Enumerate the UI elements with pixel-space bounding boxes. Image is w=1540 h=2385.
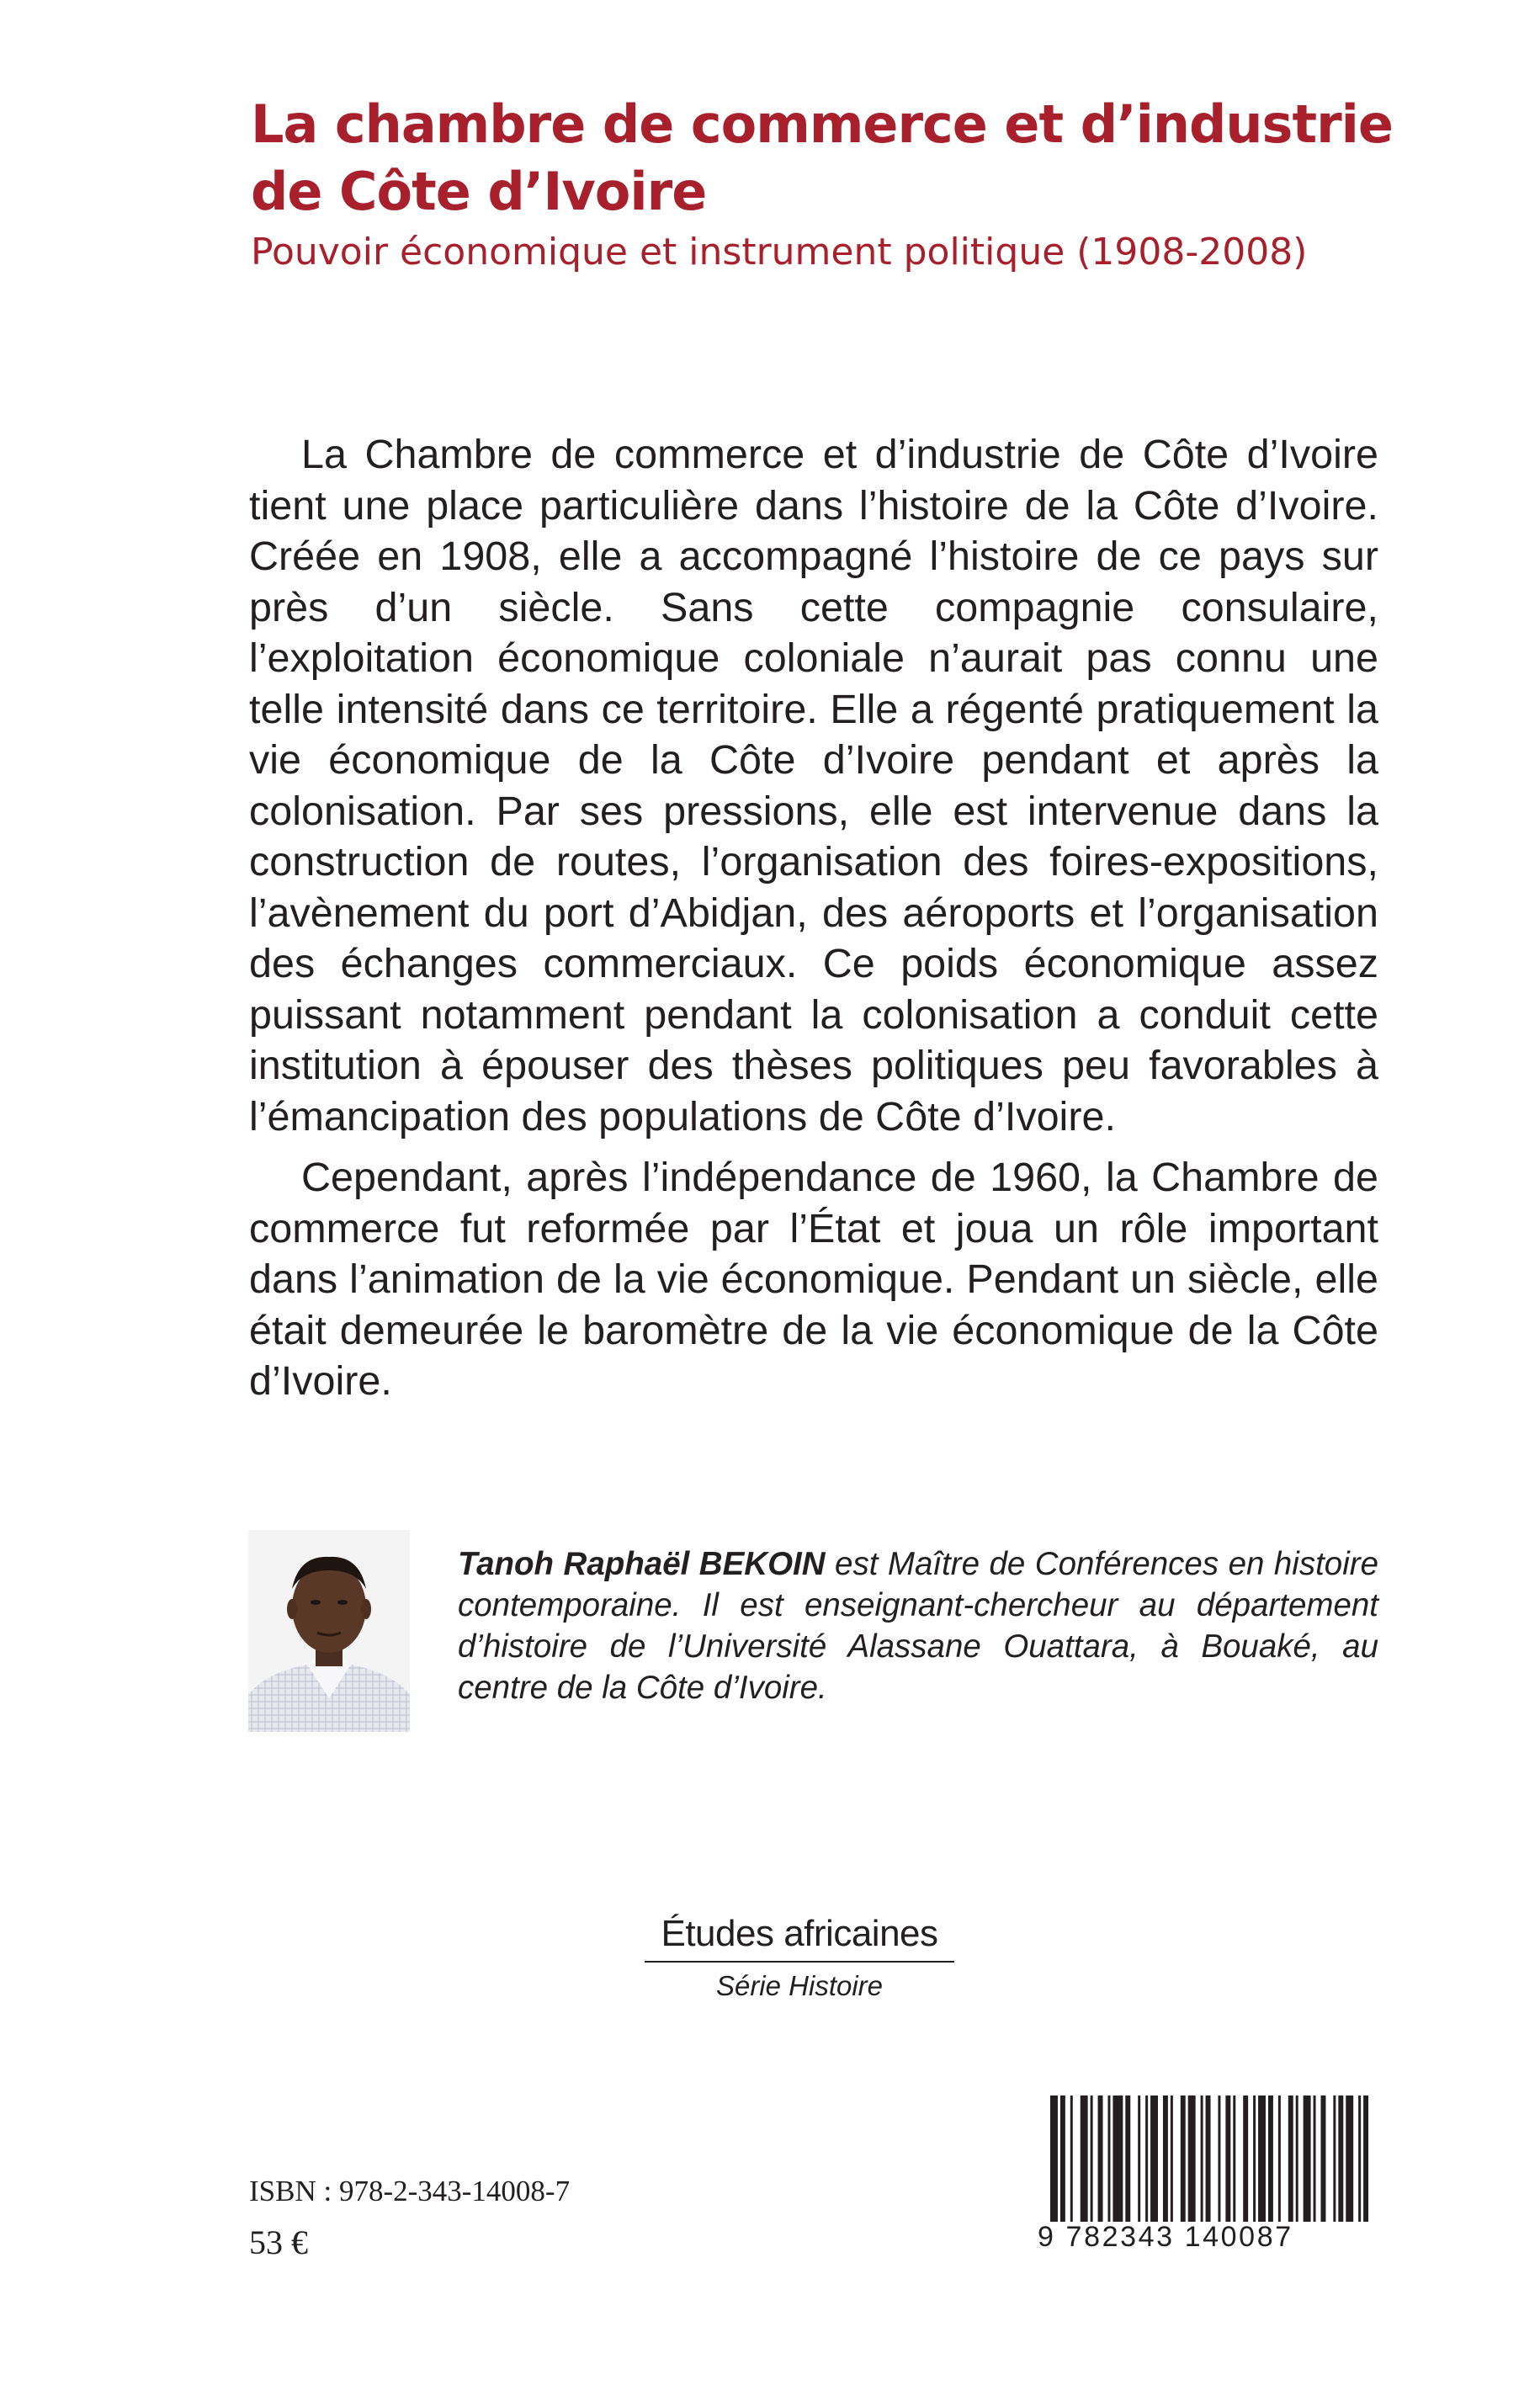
barcode-bar — [1268, 2096, 1273, 2222]
barcode-bar — [1253, 2096, 1256, 2222]
barcode-bar — [1125, 2096, 1130, 2222]
series-subtitle: Série Histoire — [715, 1970, 884, 2001]
book-title-line1: La chambre de commerce et d’industrie — [251, 93, 1393, 155]
barcode-bar — [1060, 2096, 1065, 2222]
barcode-bar — [1188, 2096, 1196, 2222]
barcode-bar — [1333, 2096, 1336, 2222]
barcode-bar — [1163, 2096, 1168, 2222]
summary-paragraph-2: Cependant, après l’indépendance de 1960, la Chambre de commerce fut reformée par l’État et joua un rôle important dans l’animation de la vie économique. Pendant un siècle, elle était demeurée le baromètre de la vie économique de la Côte d’Ivoire. — [249, 1155, 1378, 1404]
barcode-bar — [1258, 2096, 1266, 2222]
back-cover-summary — [249, 429, 1378, 1417]
barcode-bar — [1107, 2096, 1110, 2222]
barcode-digits: 9 782343 140087 — [1038, 2221, 1293, 2253]
barcode-bar — [1288, 2096, 1293, 2222]
barcode-bar — [1314, 2096, 1316, 2222]
barcode-bar — [1098, 2096, 1103, 2222]
isbn: ISBN : 978-2-343-14008-7 — [249, 2175, 571, 2207]
summary-paragraph-1: La Chambre de commerce et d’industrie de Côte d’Ivoire tient une place particulière dans l’histoire de la Côte d’Ivoire. Créée en 1908, elle a accompagné l’histoire de ce pays sur près d’un siècle. Sans cette compagnie consulaire, l’exploitation économique coloniale n’aurait pas connu une telle intensité dans ce territoire. Elle a régenté pratiquement la vie économique de la Côte d’Ivoire pendant et après la colonisation. Par ses pressions, elle est intervenue dans la construction de routes, l’organisation des foires-expositions, l’avènement du port d’Abidjan, des aéroports et l’organisation des échanges commerciaux. Ce poids économique assez puissant notamment pendant la colonisation a conduit cette institution à épouser des thèses politiques peu favorables à l’émancipation des populations de Côte d’Ivoire. — [249, 432, 1378, 1139]
barcode-bar — [1171, 2096, 1173, 2222]
barcode-bar — [1225, 2096, 1230, 2222]
barcode-bar — [1081, 2096, 1088, 2222]
barcode-bar — [1206, 2096, 1211, 2222]
barcode-bar — [1145, 2096, 1148, 2222]
author-photo — [248, 1530, 410, 1732]
barcode-bar — [1138, 2096, 1140, 2222]
barcode-bar — [1181, 2096, 1186, 2222]
series-logo — [640, 1910, 959, 2006]
book-subtitle: Pouvoir économique et instrument politique (1908-2008) — [251, 231, 1308, 274]
author-name: Tanoh Raphaël BEKOIN — [458, 1546, 826, 1582]
barcode-bar — [1050, 2096, 1058, 2222]
series-name: Études africaines — [661, 1913, 938, 1954]
barcode-bar — [1218, 2096, 1220, 2222]
barcode-bar — [1346, 2096, 1353, 2222]
series-divider — [645, 1961, 954, 1963]
barcode-bar — [1233, 2096, 1235, 2222]
barcode-bar — [1358, 2096, 1361, 2222]
barcode — [1043, 2096, 1380, 2230]
barcode-bar — [1338, 2096, 1343, 2222]
barcode-bar — [1070, 2096, 1073, 2222]
barcode-bar — [1296, 2096, 1298, 2222]
book-title — [251, 91, 1429, 226]
barcode-bar — [1278, 2096, 1281, 2222]
author-bio-text: est Maître de Conférences en histoire contemporaine. Il est enseignant-chercheur au département d’histoire de l’Université Alassane Ouattara, à Bouaké, au centre de la Côte d’Ivoire. — [458, 1546, 1378, 1706]
book-title-line2: de Côte d’Ivoire — [251, 161, 707, 222]
barcode-bar — [1304, 2096, 1311, 2222]
barcode-bar — [1201, 2096, 1203, 2222]
barcode-bar — [1113, 2096, 1123, 2222]
barcode-bar — [1091, 2096, 1093, 2222]
barcode-bar — [1363, 2096, 1368, 2222]
price: 53 € — [249, 2223, 308, 2261]
barcode-bar — [1243, 2096, 1248, 2222]
barcode-bar — [1150, 2096, 1158, 2222]
author-bio — [458, 1543, 1378, 1708]
barcode-bar — [1320, 2096, 1325, 2222]
